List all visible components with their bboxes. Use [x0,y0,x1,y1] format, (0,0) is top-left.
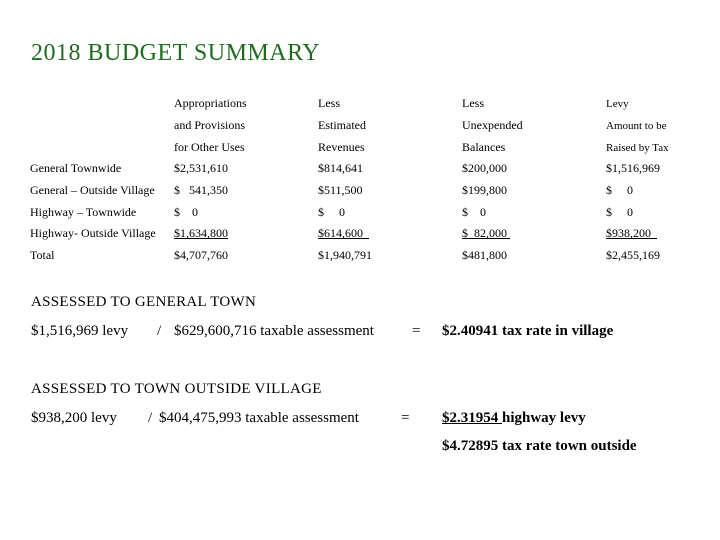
section-heading-outside-village: ASSESSED TO TOWN OUTSIDE VILLAGE [31,381,322,397]
table-header-row [30,115,686,137]
table-cell: $ 0 [174,204,198,219]
table-row [30,245,686,267]
table-cell: $1,940,791 [318,248,372,263]
table-cell: $614,600 [318,226,369,241]
table-header-cell [30,115,174,137]
page-title: 2018 BUDGET SUMMARY [31,40,321,66]
table-row [30,201,686,223]
row-label: Highway – Townwide [30,204,137,219]
table-cell: $200,000 [462,161,507,176]
table-header-cell [30,93,174,115]
table-cell: $938,200 [606,226,657,241]
table-cell: $2,531,610 [174,161,228,176]
table-header-cell [606,93,686,115]
division-slash: / [148,410,153,426]
table-header-row [30,136,686,158]
equals-sign: = [401,410,410,426]
table-header-cell: Unexpended [462,118,523,133]
header-text: Raised by Tax [606,141,669,154]
levy-outside-village: $938,200 levy [31,410,117,426]
division-slash: / [157,323,162,339]
table-cell: $ 541,350 [174,183,228,198]
table-cell: $ 82,000 [462,226,510,241]
highway-rate-value: $2.31954 [442,410,502,426]
table-cell: $ 0 [606,204,633,219]
row-label: General – Outside Village [30,183,155,198]
table-header-cell: for Other Uses [174,139,245,154]
row-label: Total [30,248,55,263]
assessment-outside-village: $404,475,993 taxable assessment [159,410,359,426]
table-cell: $ 0 [318,204,345,219]
row-label: Highway- Outside Village [30,226,156,241]
assessment-general-town: $629,600,716 taxable assessment [174,323,374,339]
header-text: Levy [606,98,629,111]
tax-rate-village: $2.40941 tax rate in village [442,323,614,339]
levy-general-town: $1,516,969 levy [31,323,129,339]
table-header-cell: Less [462,96,484,111]
table-row [30,158,686,180]
equals-sign: = [412,323,421,339]
table-header-cell [606,115,686,137]
table-header-cell: Less [318,96,340,111]
table-header-cell: and Provisions [174,118,246,133]
header-text: Amount to be [606,120,667,133]
highway-levy-rate [442,410,586,427]
table-cell: $ 0 [462,204,486,219]
table-cell: $511,500 [318,183,363,198]
table-cell: $4,707,760 [174,248,228,263]
table-cell: $1,516,969 [606,161,660,176]
section-heading-general-town: ASSESSED TO GENERAL TOWN [31,294,257,310]
table-header-cell: Balances [462,139,506,154]
highway-rate-label: highway levy [502,410,586,426]
table-header-cell [30,136,174,158]
table-cell: $1,634,800 [174,226,228,241]
table-header-row [30,93,686,115]
table-row [30,180,686,202]
table-cell: $2,455,169 [606,248,660,263]
table-header-cell: Estimated [318,118,366,133]
table-header-cell [606,136,686,158]
table-cell: $199,800 [462,183,507,198]
table-header-cell: Revenues [318,139,365,154]
table-header-cell: Appropriations [174,96,247,111]
table-row [30,223,686,245]
tax-rate-town-outside: $4.72895 tax rate town outside [442,438,637,454]
table-cell: $481,800 [462,248,507,263]
budget-table [30,93,686,267]
table-cell: $814,641 [318,161,363,176]
table-cell: $ 0 [606,183,633,198]
row-label: General Townwide [30,161,122,176]
